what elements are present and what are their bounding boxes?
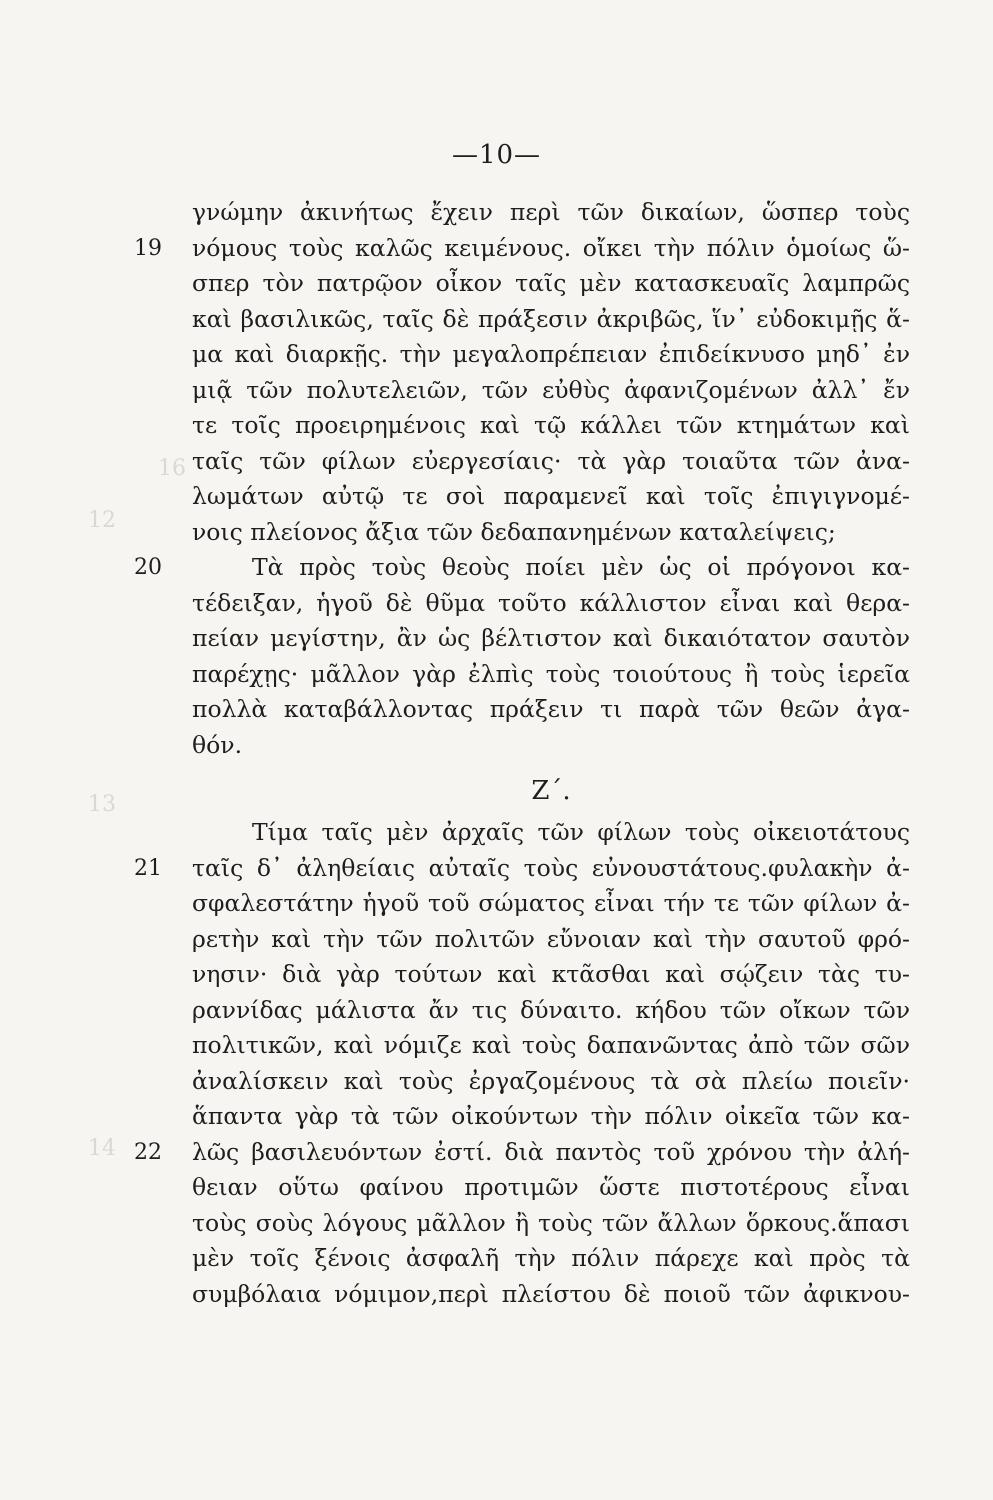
text-line [192, 728, 910, 764]
line-text: νοις πλείονος ἄξια τῶν δεδαπανημένων καταλείψεις; [192, 517, 836, 546]
bleed-through-number: 14 [88, 1136, 116, 1161]
text-line [192, 479, 910, 515]
text-line [192, 1170, 910, 1206]
line-text: Τίμα ταῖς μὲν ἀρχαῖς τῶν φίλων τοὺς οἰκειοτάτους [252, 818, 910, 846]
text-line [192, 815, 910, 851]
text-line [134, 231, 910, 267]
line-text: ταῖς δ᾽ ἀληθείαις αὐταῖς τοὺς εὐνουστάτους.φυλακὴν ἀ- [192, 853, 910, 882]
line-text: πολλὰ καταβάλλοντας πράξειν τι παρὰ τῶν θεῶν ἀγα- [192, 695, 910, 723]
section-number: 19 [134, 235, 162, 261]
text-line [192, 408, 910, 444]
text-line [192, 886, 910, 922]
line-text: νόμους τοὺς καλῶς κειμένους. οἴκει τὴν πόλιν ὁμοίως ὥ- [192, 233, 910, 262]
text-line [192, 337, 910, 373]
line-text: Ζ΄. [531, 776, 571, 806]
line-text: παρέχῃς· μᾶλλον γὰρ ἐλπὶς τοὺς τοιούτους ἢ τοὺς ἱερεῖα [192, 659, 910, 688]
bleed-through-number: 12 [88, 508, 116, 533]
line-text: νησιν· διὰ γὰρ τούτων καὶ κτᾶσθαι καὶ σῴζειν τὰς τυ- [192, 960, 910, 988]
page-number: —10— [451, 140, 542, 170]
text-line [192, 586, 910, 622]
line-text: τε τοῖς προειρημένοις καὶ τῷ κάλλει τῶν κτημάτων καὶ [192, 411, 910, 439]
line-text: μὲν τοῖς ξένοις ἀσφαλῆ τὴν πόλιν πάρεχε καὶ πρὸς τὰ [192, 1244, 910, 1272]
text-line [192, 922, 910, 958]
line-text: ραννίδας μάλιστα ἄν τις δύναιτο. κήδου τῶν οἴκων τῶν [192, 995, 910, 1024]
text-line [192, 266, 910, 302]
line-text: πείαν μεγίστην, ἂν ὡς βέλτιστον καὶ δικαιότατον σαυτὸν [192, 624, 910, 652]
text-line [192, 1099, 910, 1135]
text-line [192, 1241, 910, 1277]
text-line [192, 444, 910, 480]
text-line [192, 1277, 910, 1313]
line-text: σπερ τὸν πατρῷον οἶκον ταῖς μὲν κατασκευαῖς λαμπρῶς [192, 269, 910, 297]
line-text: ταῖς τῶν φίλων εὐεργεσίαις· τὰ γὰρ τοιαῦτα τῶν ἀνα- [192, 446, 910, 475]
line-text: λῶς βασιλευόντων ἐστί. διὰ παντὸς τοῦ χρόνου τὴν ἀλή- [192, 1137, 910, 1166]
text-line [134, 550, 910, 586]
text-line [134, 1135, 910, 1171]
bleed-through-number: 13 [88, 792, 116, 817]
line-text: λωμάτων αὐτῷ τε σοὶ παραμενεῖ καὶ τοῖς ἐπιγιγνομέ- [192, 482, 910, 510]
text-line [192, 302, 910, 338]
text-line [192, 373, 910, 409]
text-line [192, 1064, 910, 1100]
text-line [192, 515, 910, 551]
line-text: ἀναλίσκειν καὶ τοὺς ἐργαζομένους τὰ σὰ πλείω ποιεῖν· [192, 1066, 910, 1095]
text-line [192, 957, 910, 993]
text-line [192, 993, 910, 1029]
section-number: 22 [134, 1139, 162, 1165]
line-text: τέδειξαν, ἡγοῦ δὲ θῦμα τοῦτο κάλλιστον εἶναι καὶ θερα- [192, 588, 910, 617]
line-text: θειαν οὕτω φαίνου προτιμῶν ὥστε πιστοτέρους εἶναι [192, 1173, 910, 1201]
text-line [192, 692, 910, 728]
line-text: ἅπαντα γὰρ τὰ τῶν οἰκούντων τὴν πόλιν οἰκεῖα τῶν κα- [192, 1102, 910, 1130]
text-line [192, 621, 910, 657]
line-text: σφαλεστάτην ἡγοῦ τοῦ σώματος εἶναι τήν τε τῶν φίλων ἀ- [192, 889, 910, 917]
section-heading [192, 767, 910, 815]
text-line [192, 1028, 910, 1064]
line-text: θόν. [192, 730, 243, 759]
line-text: τοὺς σοὺς λόγους μᾶλλον ἢ τοὺς τῶν ἄλλων ὅρκους.ἅπασι [192, 1208, 910, 1237]
bleed-through-number: 16 [158, 456, 186, 481]
line-text: καὶ βασιλικῶς, ταῖς δὲ πράξεσιν ἀκριβῶς, ἵν᾽ εὐδοκιμῇς ἅ- [192, 304, 910, 333]
line-text: μα καὶ διαρκῇς. τὴν μεγαλοπρέπειαν ἐπιδείκνυσο μηδ᾽ ἐν [192, 340, 910, 368]
text-line [192, 657, 910, 693]
line-text: πολιτικῶν, καὶ νόμιζε καὶ τοὺς δαπανῶντας ἀπὸ τῶν σῶν [192, 1031, 910, 1059]
line-text: ρετὴν καὶ τὴν τῶν πολιτῶν εὔνοιαν καὶ τὴν σαυτοῦ φρό- [192, 924, 910, 953]
text-line [192, 1206, 910, 1242]
line-text: συμβόλαια νόμιμον,περὶ πλείστου δὲ ποιοῦ τῶν ἀφικνου- [192, 1279, 910, 1308]
section-number: 21 [134, 855, 162, 881]
text-line [192, 195, 910, 231]
line-text: Τὰ πρὸς τοὺς θεοὺς ποίει μὲν ὡς οἱ πρόγονοι κα- [252, 553, 910, 581]
section-number: 20 [134, 555, 162, 580]
line-text: γνώμην ἀκινήτως ἔχειν περὶ τῶν δικαίων, ὥσπερ τοὺς [192, 198, 910, 226]
text-line [134, 851, 910, 887]
line-text: μιᾷ τῶν πολυτελειῶν, τῶν εὐθὺς ἀφανιζομένων ἀλλ᾽ ἔν [192, 375, 910, 404]
